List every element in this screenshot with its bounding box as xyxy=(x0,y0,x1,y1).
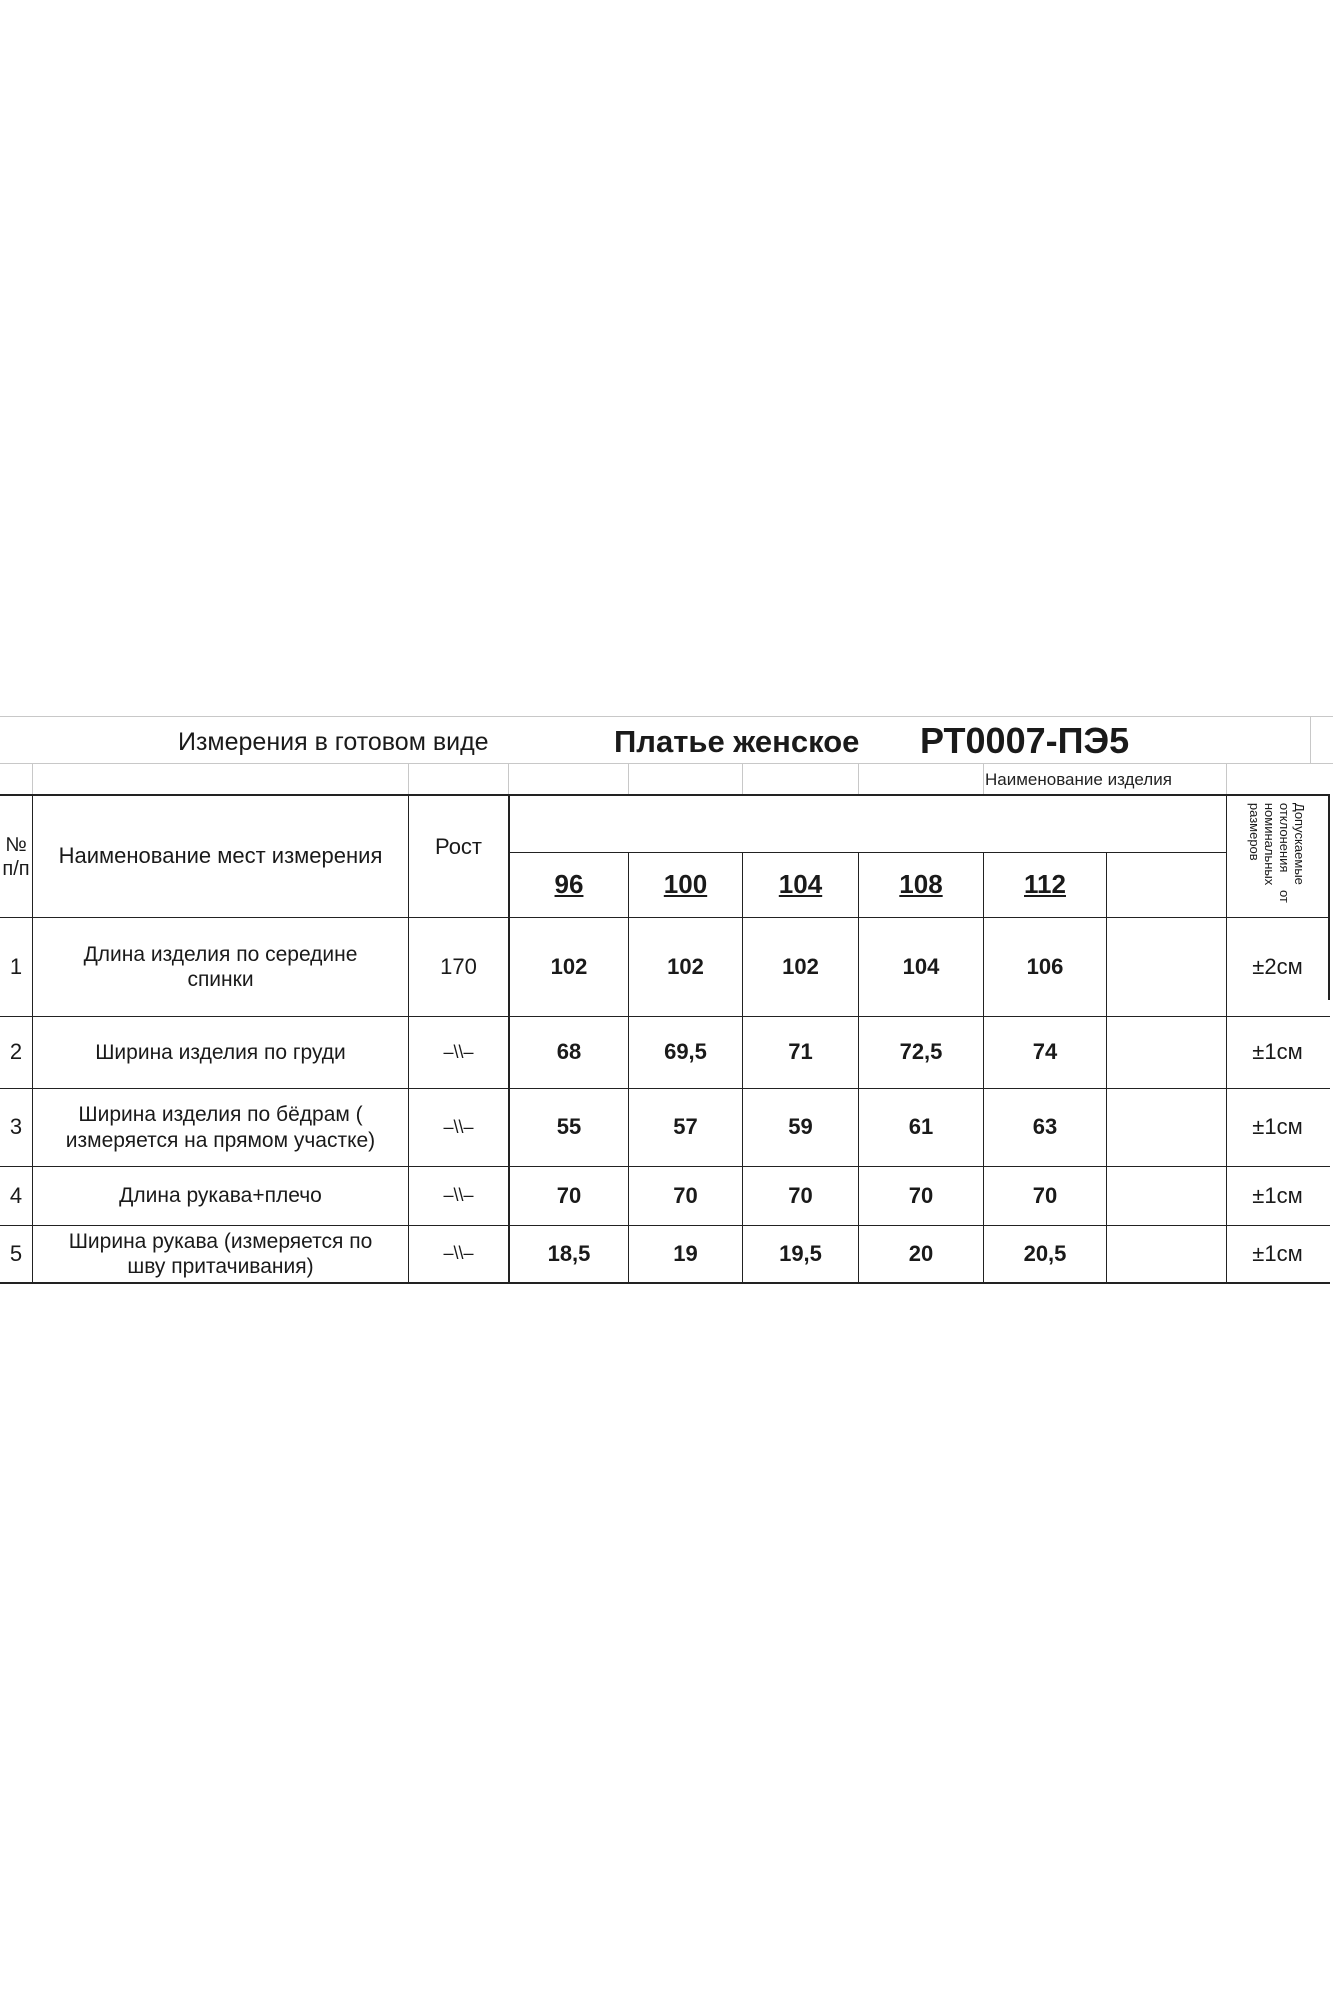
row-value: 19 xyxy=(673,1240,698,1266)
row-value: 106 xyxy=(1026,953,1064,979)
row-index: 1 xyxy=(9,953,23,979)
row-value: 20 xyxy=(908,1240,934,1266)
header-place: Наименование мест измерения xyxy=(58,843,383,869)
header-tolerance-text: Допускаемые отклонения от номинальных размеров xyxy=(1247,803,1307,903)
product-code: РТ0007-ПЭ5 xyxy=(920,720,1130,761)
grid-line xyxy=(0,716,1333,717)
table-border xyxy=(1106,852,1107,1284)
row-place: Ширина изделия по бёдрам ( измеряется на прямом участке) xyxy=(65,1103,376,1152)
header-index: № п/п xyxy=(2,833,30,880)
grid-line xyxy=(628,763,629,795)
row-tolerance: ±1см xyxy=(1252,1240,1303,1266)
row-index: 2 xyxy=(9,1039,23,1065)
grid-line xyxy=(983,763,984,795)
row-value: 74 xyxy=(1032,1039,1058,1065)
row-index: 3 xyxy=(9,1114,23,1140)
row-value: 70 xyxy=(556,1182,582,1208)
row-value: 18,5 xyxy=(547,1240,591,1266)
product-name: Платье женское xyxy=(614,724,860,759)
row-tolerance: ±1см xyxy=(1252,1182,1303,1208)
grid-line xyxy=(1310,716,1311,764)
table-border xyxy=(1328,794,1330,1000)
header-tolerance xyxy=(1226,794,1326,912)
row-value: 19,5 xyxy=(779,1240,822,1266)
measurements-title: Измерения в готовом виде xyxy=(178,728,489,756)
row-value: 59 xyxy=(788,1114,813,1140)
header-height: Рост xyxy=(434,834,483,859)
row-value: 71 xyxy=(788,1039,813,1065)
row-tolerance: ±1см xyxy=(1252,1039,1303,1065)
row-place: Длина изделия по середине спинки xyxy=(83,942,358,991)
size-header: 100 xyxy=(663,869,708,900)
row-value: 57 xyxy=(673,1114,698,1140)
row-value: 20,5 xyxy=(1023,1240,1067,1266)
row-value: 102 xyxy=(782,953,819,979)
row-value: 102 xyxy=(667,953,704,979)
grid-line xyxy=(408,763,409,795)
grid-line xyxy=(1226,763,1227,795)
measurement-sheet xyxy=(0,716,1333,1286)
row-index: 4 xyxy=(9,1182,23,1208)
grid-line xyxy=(32,763,33,795)
row-index: 5 xyxy=(9,1240,23,1266)
row-place: Ширина рукава (измеряется по шву притачивания) xyxy=(68,1229,373,1278)
product-caption: Наименование изделия xyxy=(985,770,1172,789)
table-border xyxy=(0,1282,1330,1284)
row-value: 69,5 xyxy=(664,1039,707,1065)
row-height: –\\– xyxy=(443,1243,474,1264)
row-value: 104 xyxy=(902,953,940,979)
row-value: 70 xyxy=(788,1182,813,1208)
row-height: –\\– xyxy=(443,1185,474,1206)
row-value: 70 xyxy=(673,1182,698,1208)
row-value: 70 xyxy=(908,1182,934,1208)
row-value: 55 xyxy=(556,1114,582,1140)
row-tolerance: ±2см xyxy=(1252,953,1303,979)
row-height: –\\– xyxy=(443,1116,474,1137)
row-value: 68 xyxy=(556,1039,582,1065)
grid-line xyxy=(858,763,859,795)
row-place: Длина рукава+плечо xyxy=(119,1184,322,1208)
row-value: 70 xyxy=(1032,1182,1058,1208)
row-place: Ширина изделия по груди xyxy=(95,1040,346,1064)
row-height: –\\– xyxy=(443,1041,474,1062)
grid-line xyxy=(742,763,743,795)
size-header: 108 xyxy=(899,869,943,900)
row-tolerance: ±1см xyxy=(1252,1114,1303,1140)
row-value: 102 xyxy=(550,953,588,979)
row-value: 63 xyxy=(1032,1114,1058,1140)
row-value: 61 xyxy=(908,1114,934,1140)
grid-line xyxy=(508,763,509,795)
row-value: 72,5 xyxy=(899,1039,943,1065)
size-header: 96 xyxy=(554,869,584,900)
row-height: 170 xyxy=(440,953,477,979)
size-header: 112 xyxy=(1024,869,1066,900)
size-header: 104 xyxy=(778,869,823,900)
grid-line xyxy=(0,763,1333,764)
